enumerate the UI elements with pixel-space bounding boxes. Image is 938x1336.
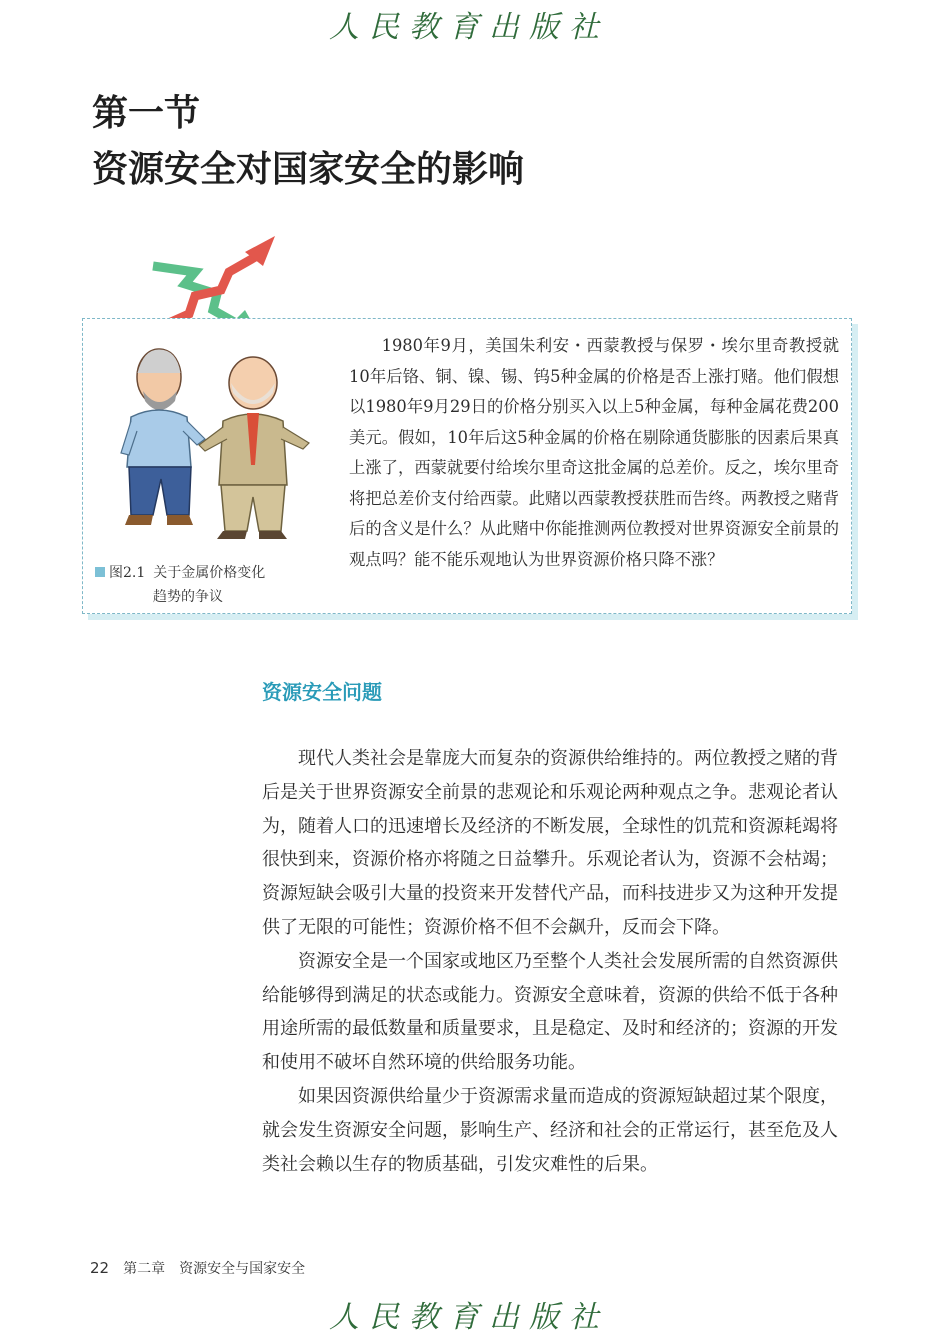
paragraph: 现代人类社会是靠庞大而复杂的资源供给维持的。两位教授之赌的背后是关于世界资源安全前景的悲观论和乐观论两种观点之争。悲观论者认为，随着人口的迅速增长及经济的不断发展，全球性的饥荒和资源耗竭将很快到来，资源价格亦将随之日益攀升。乐观论者认为，资源不会枯竭；资源短缺会吸引大量的投资来开发替代产品，而科技进步又为这种开发提供了无限的可能性；资源价格不但不会飙升，反而会下降。 — [262, 748, 838, 938]
publisher-logo-bottom: 人民教育出版社 — [329, 1300, 609, 1335]
section-heading — [92, 86, 524, 198]
case-study-box — [82, 318, 852, 614]
chapter-title: 第二章 资源安全与国家安全 — [123, 1261, 306, 1277]
page-number: 22 — [90, 1259, 110, 1277]
paragraph: 资源安全是一个国家或地区乃至整个人类社会发展所需的自然资源供给能够得到满足的状态或能力。资源安全意味着，资源的供给不低于各种用途所需的最低数量和质量要求，且是稳定、及时和经济的；资源的开发和使用不破坏自然环境的供给服务功能。 — [262, 950, 838, 1074]
section-number: 第一节 — [92, 93, 201, 134]
publisher-logo-top: 人民教育出版社 — [329, 10, 609, 45]
caption-marker-icon — [95, 567, 105, 577]
professor-ehrlich-figure — [199, 357, 309, 539]
section-title: 资源安全对国家安全的影响 — [92, 149, 525, 190]
figure-label: 图2.1 — [109, 565, 146, 581]
caption-line-1: 关于金属价格变化 — [153, 565, 266, 581]
professor-simon-figure — [121, 349, 205, 525]
page-footer — [90, 1258, 305, 1278]
figure-caption — [95, 561, 305, 609]
caption-line-2: 趋势的争议 — [153, 589, 223, 605]
case-study-text: 1980年9月，美国朱利安・西蒙教授与保罗・埃尔里奇教授就10年后铬、铜、镍、锡、钨5种金属的价格是否上涨打赌。他们假想以1980年9月29日的价格分别买入以上5种金属，每种金属花费200美元。假如，10年后这5种金属的价格在剔除通货膨胀的因素后果真上涨了，西蒙就要付给埃尔里奇这批金属的总差价。反之，埃尔里奇将把总差价支付给西蒙。此赌以西蒙教授获胜而告终。两教授之赌背后的含义是什么？从此赌中你能推测两位教授对世界资源安全前景的观点吗？能不能乐观地认为世界资源价格只降不涨？ — [349, 336, 839, 569]
body-text — [262, 742, 838, 1181]
professors-illustration — [97, 335, 327, 540]
paragraph: 如果因资源供给量少于资源需求量而造成的资源短缺超过某个限度，就会发生资源安全问题，影响生产、经济和社会的正常运行，甚至危及人类社会赖以生存的物质基础，引发灾难性的后果。 — [262, 1085, 838, 1175]
subheading: 资源安全问题 — [262, 680, 382, 704]
